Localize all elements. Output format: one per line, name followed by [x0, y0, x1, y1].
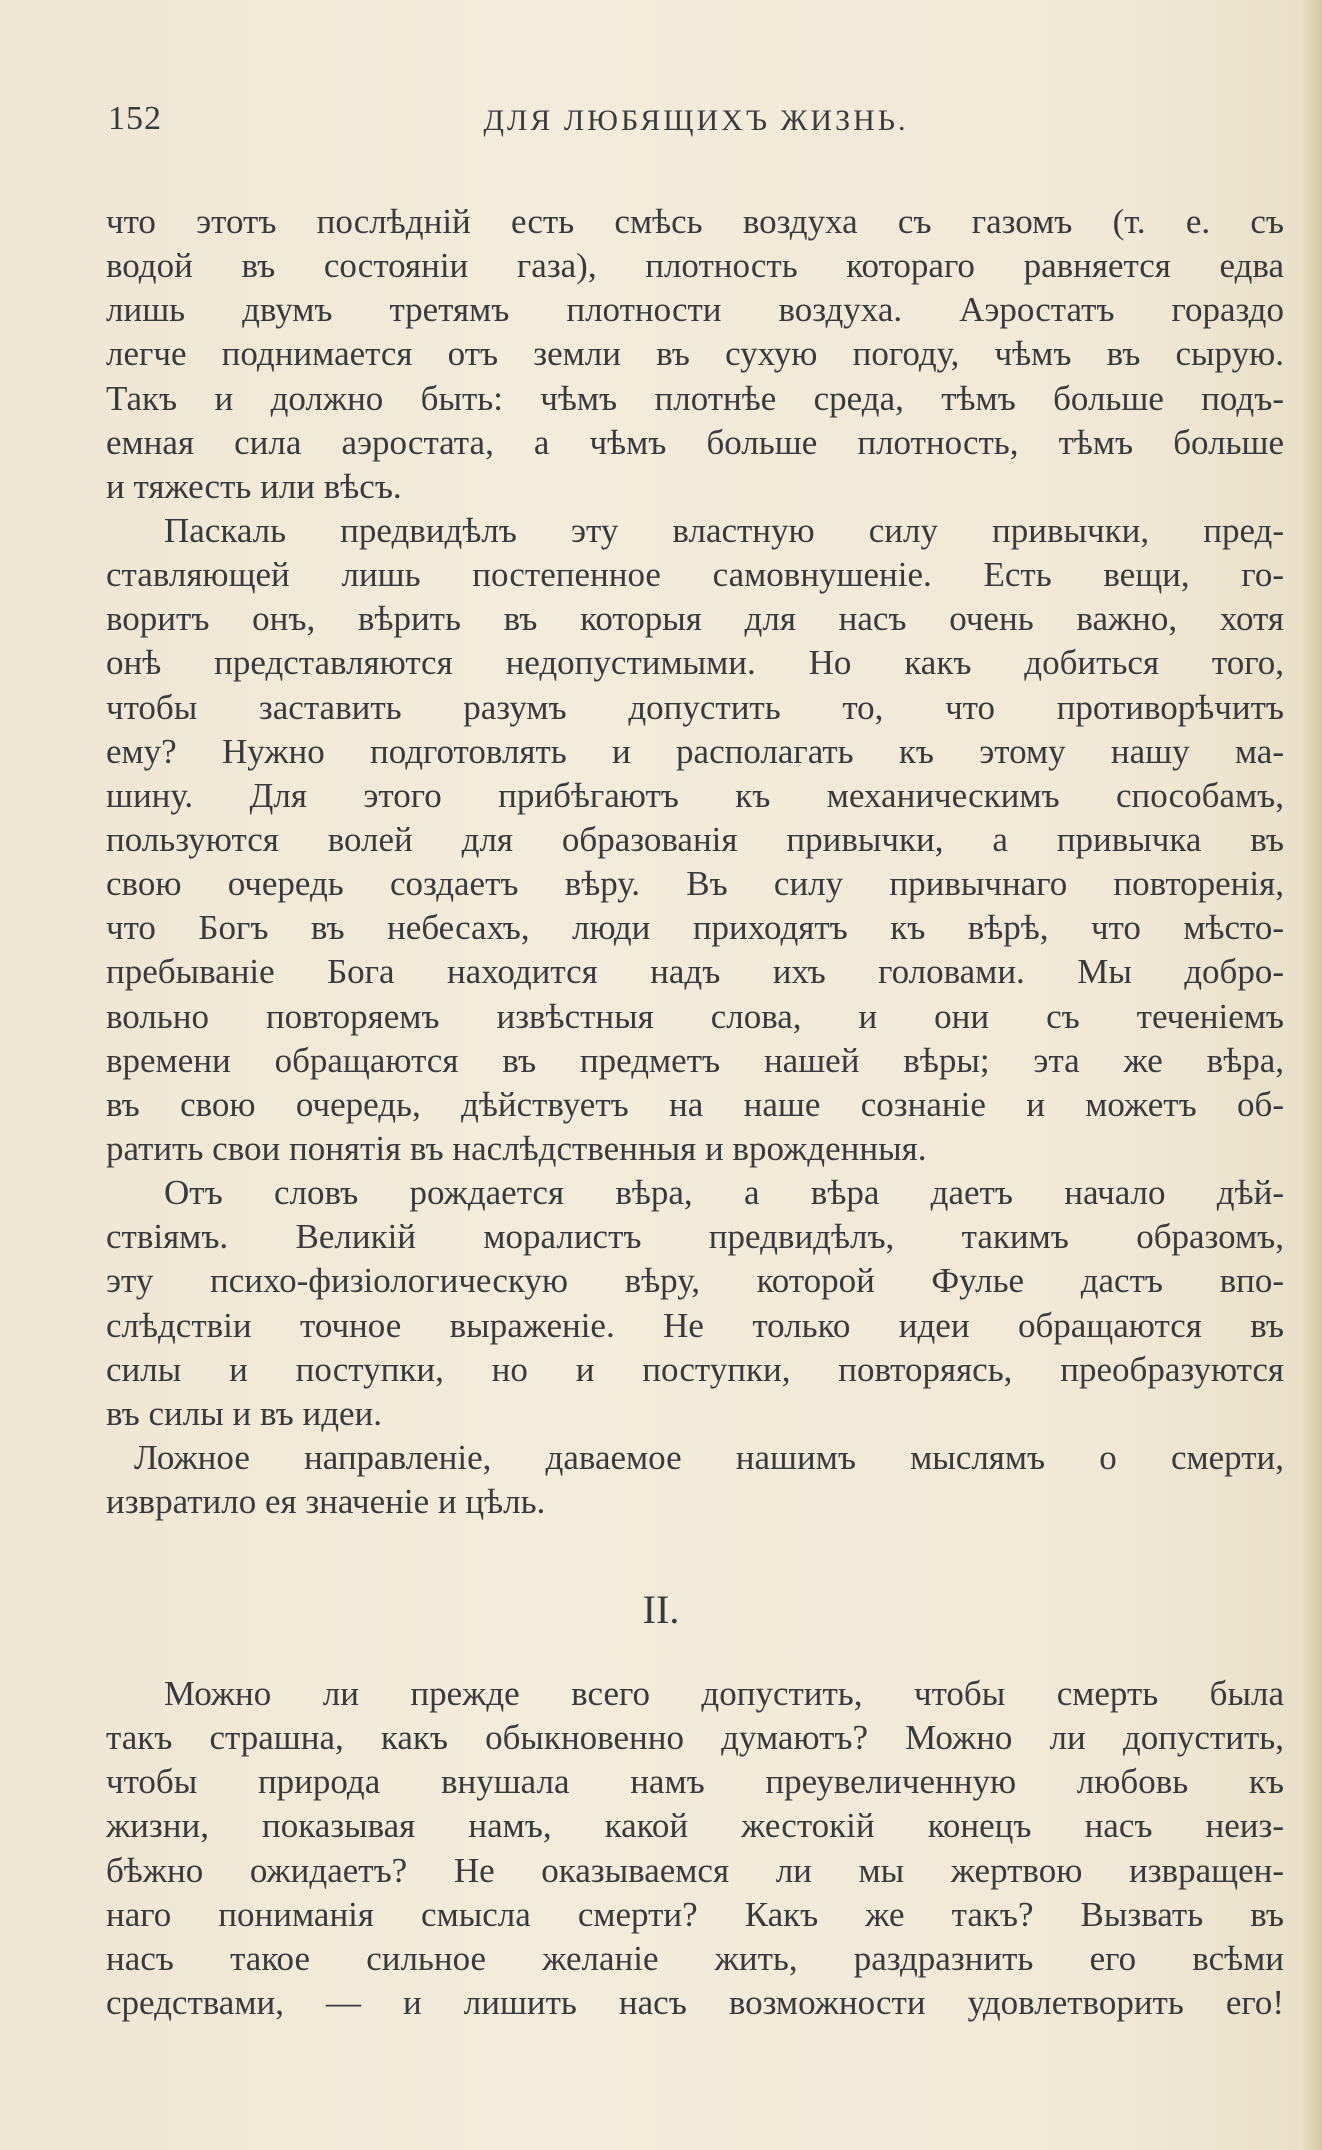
- page-edge-shadow: [1302, 0, 1322, 2150]
- text-line: бѣжно ожидаетъ? Не оказываемся ли мы жертвою извращен-: [106, 1850, 1284, 1890]
- section-heading: II.: [642, 1587, 680, 1632]
- text-line: Отъ словъ рождается вѣра, а вѣра даетъ начало дѣй-: [164, 1173, 1284, 1213]
- text-line: воритъ онъ, вѣрить въ которыя для насъ очень важно, хотя: [106, 599, 1284, 639]
- page-number: 152: [108, 100, 162, 137]
- text-line: ставляющей лишь постепенное самовнушенiе. Есть вещи, го-: [106, 555, 1284, 595]
- text-line: Такъ и должно быть: чѣмъ плотнѣе среда, тѣмъ больше подъ-: [106, 378, 1284, 418]
- text-line: времени обращаются въ предметъ нашей вѣры; эта же вѣра,: [106, 1040, 1284, 1080]
- running-title: ДЛЯ ЛЮБЯЩИХЪ ЖИЗНЬ.: [483, 104, 909, 137]
- text-line: емная сила аэростата, а чѣмъ больше плотность, тѣмъ больше: [106, 422, 1284, 462]
- text-line: такъ страшна, какъ обыкновенно думаютъ? Можно ли допустить,: [106, 1718, 1284, 1758]
- text-line: водой въ состоянiи газа), плотность котораго равняется едва: [106, 246, 1284, 286]
- text-line: пребыванiе Бога находится надъ ихъ головами. Мы добро-: [106, 952, 1284, 992]
- page-header: [108, 100, 1284, 150]
- text-line: Паскаль предвидѣлъ эту властную силу привычки, пред-: [164, 510, 1284, 550]
- text-line: силы и поступки, но и поступки, повторяясь, преобразуются: [106, 1349, 1284, 1389]
- text-line: эту психо-физiологическую вѣру, которой Фулье дастъ впо-: [106, 1261, 1284, 1301]
- text-line: вольно повторяемъ извѣстныя слова, и они съ теченiемъ: [106, 996, 1284, 1036]
- text-line: Ложное направленiе, даваемое нашимъ мыслямъ о смерти,: [134, 1437, 1284, 1477]
- text-line: извратило ея значенiе и цѣль.: [106, 1482, 546, 1522]
- text-line: легче поднимается отъ земли въ сухую погоду, чѣмъ въ сырую.: [106, 334, 1284, 374]
- text-line: ствiямъ. Великiй моралистъ предвидѣлъ, такимъ образомъ,: [106, 1217, 1284, 1257]
- text-line: ему? Нужно подготовлять и располагать къ этому нашу ма-: [106, 731, 1284, 771]
- text-line: наго пониманiя смысла смерти? Какъ же такъ? Вызвать въ: [106, 1894, 1284, 1934]
- text-line: жизни, показывая намъ, какой жестокiй конецъ насъ неиз-: [106, 1806, 1284, 1846]
- text-line: свою очередь создаетъ вѣру. Въ силу привычнаго повторенiя,: [106, 864, 1284, 904]
- text-line: пользуются волей для образованiя привычки, а привычка въ: [106, 819, 1284, 859]
- text-line: шину. Для этого прибѣгаютъ къ механическимъ способамъ,: [106, 775, 1284, 815]
- text-line: средствами, — и лишить насъ возможности удовлетворить его!: [106, 1982, 1284, 2022]
- text-line: слѣдствiи точное выраженiе. Не только идеи обращаются въ: [106, 1305, 1284, 1345]
- section-1-text: [106, 200, 1284, 1524]
- text-line: ратить свои понятiя въ наслѣдственныя и врожденныя.: [106, 1128, 927, 1168]
- text-line: что этотъ послѣднiй есть смѣсь воздуха съ газомъ (т. е. съ: [106, 202, 1284, 241]
- text-line: насъ такое сильное желанiе жить, раздразнить его всѣми: [106, 1938, 1284, 1978]
- text-line: Можно ли прежде всего допустить, чтобы смерть была: [164, 1674, 1284, 1713]
- section-2-text: [106, 1672, 1284, 2025]
- text-line: лишь двумъ третямъ плотности воздуха. Аэростатъ гораздо: [106, 290, 1284, 330]
- text-line: въ свою очередь, дѣйствуетъ на наше сознанiе и можетъ об-: [106, 1084, 1284, 1124]
- text-line: и тяжесть или вѣсъ.: [106, 466, 402, 506]
- text-line: въ силы и въ идеи.: [106, 1393, 383, 1433]
- text-line: онѣ представляются недопустимыми. Но какъ добиться того,: [106, 643, 1284, 683]
- text-line: чтобы природа внушала намъ преувеличенную любовь къ: [106, 1762, 1284, 1802]
- text-line: что Богъ въ небесахъ, люди приходятъ къ вѣрѣ, что мѣсто-: [106, 908, 1284, 948]
- text-line: чтобы заставить разумъ допустить то, что противорѣчитъ: [106, 687, 1284, 727]
